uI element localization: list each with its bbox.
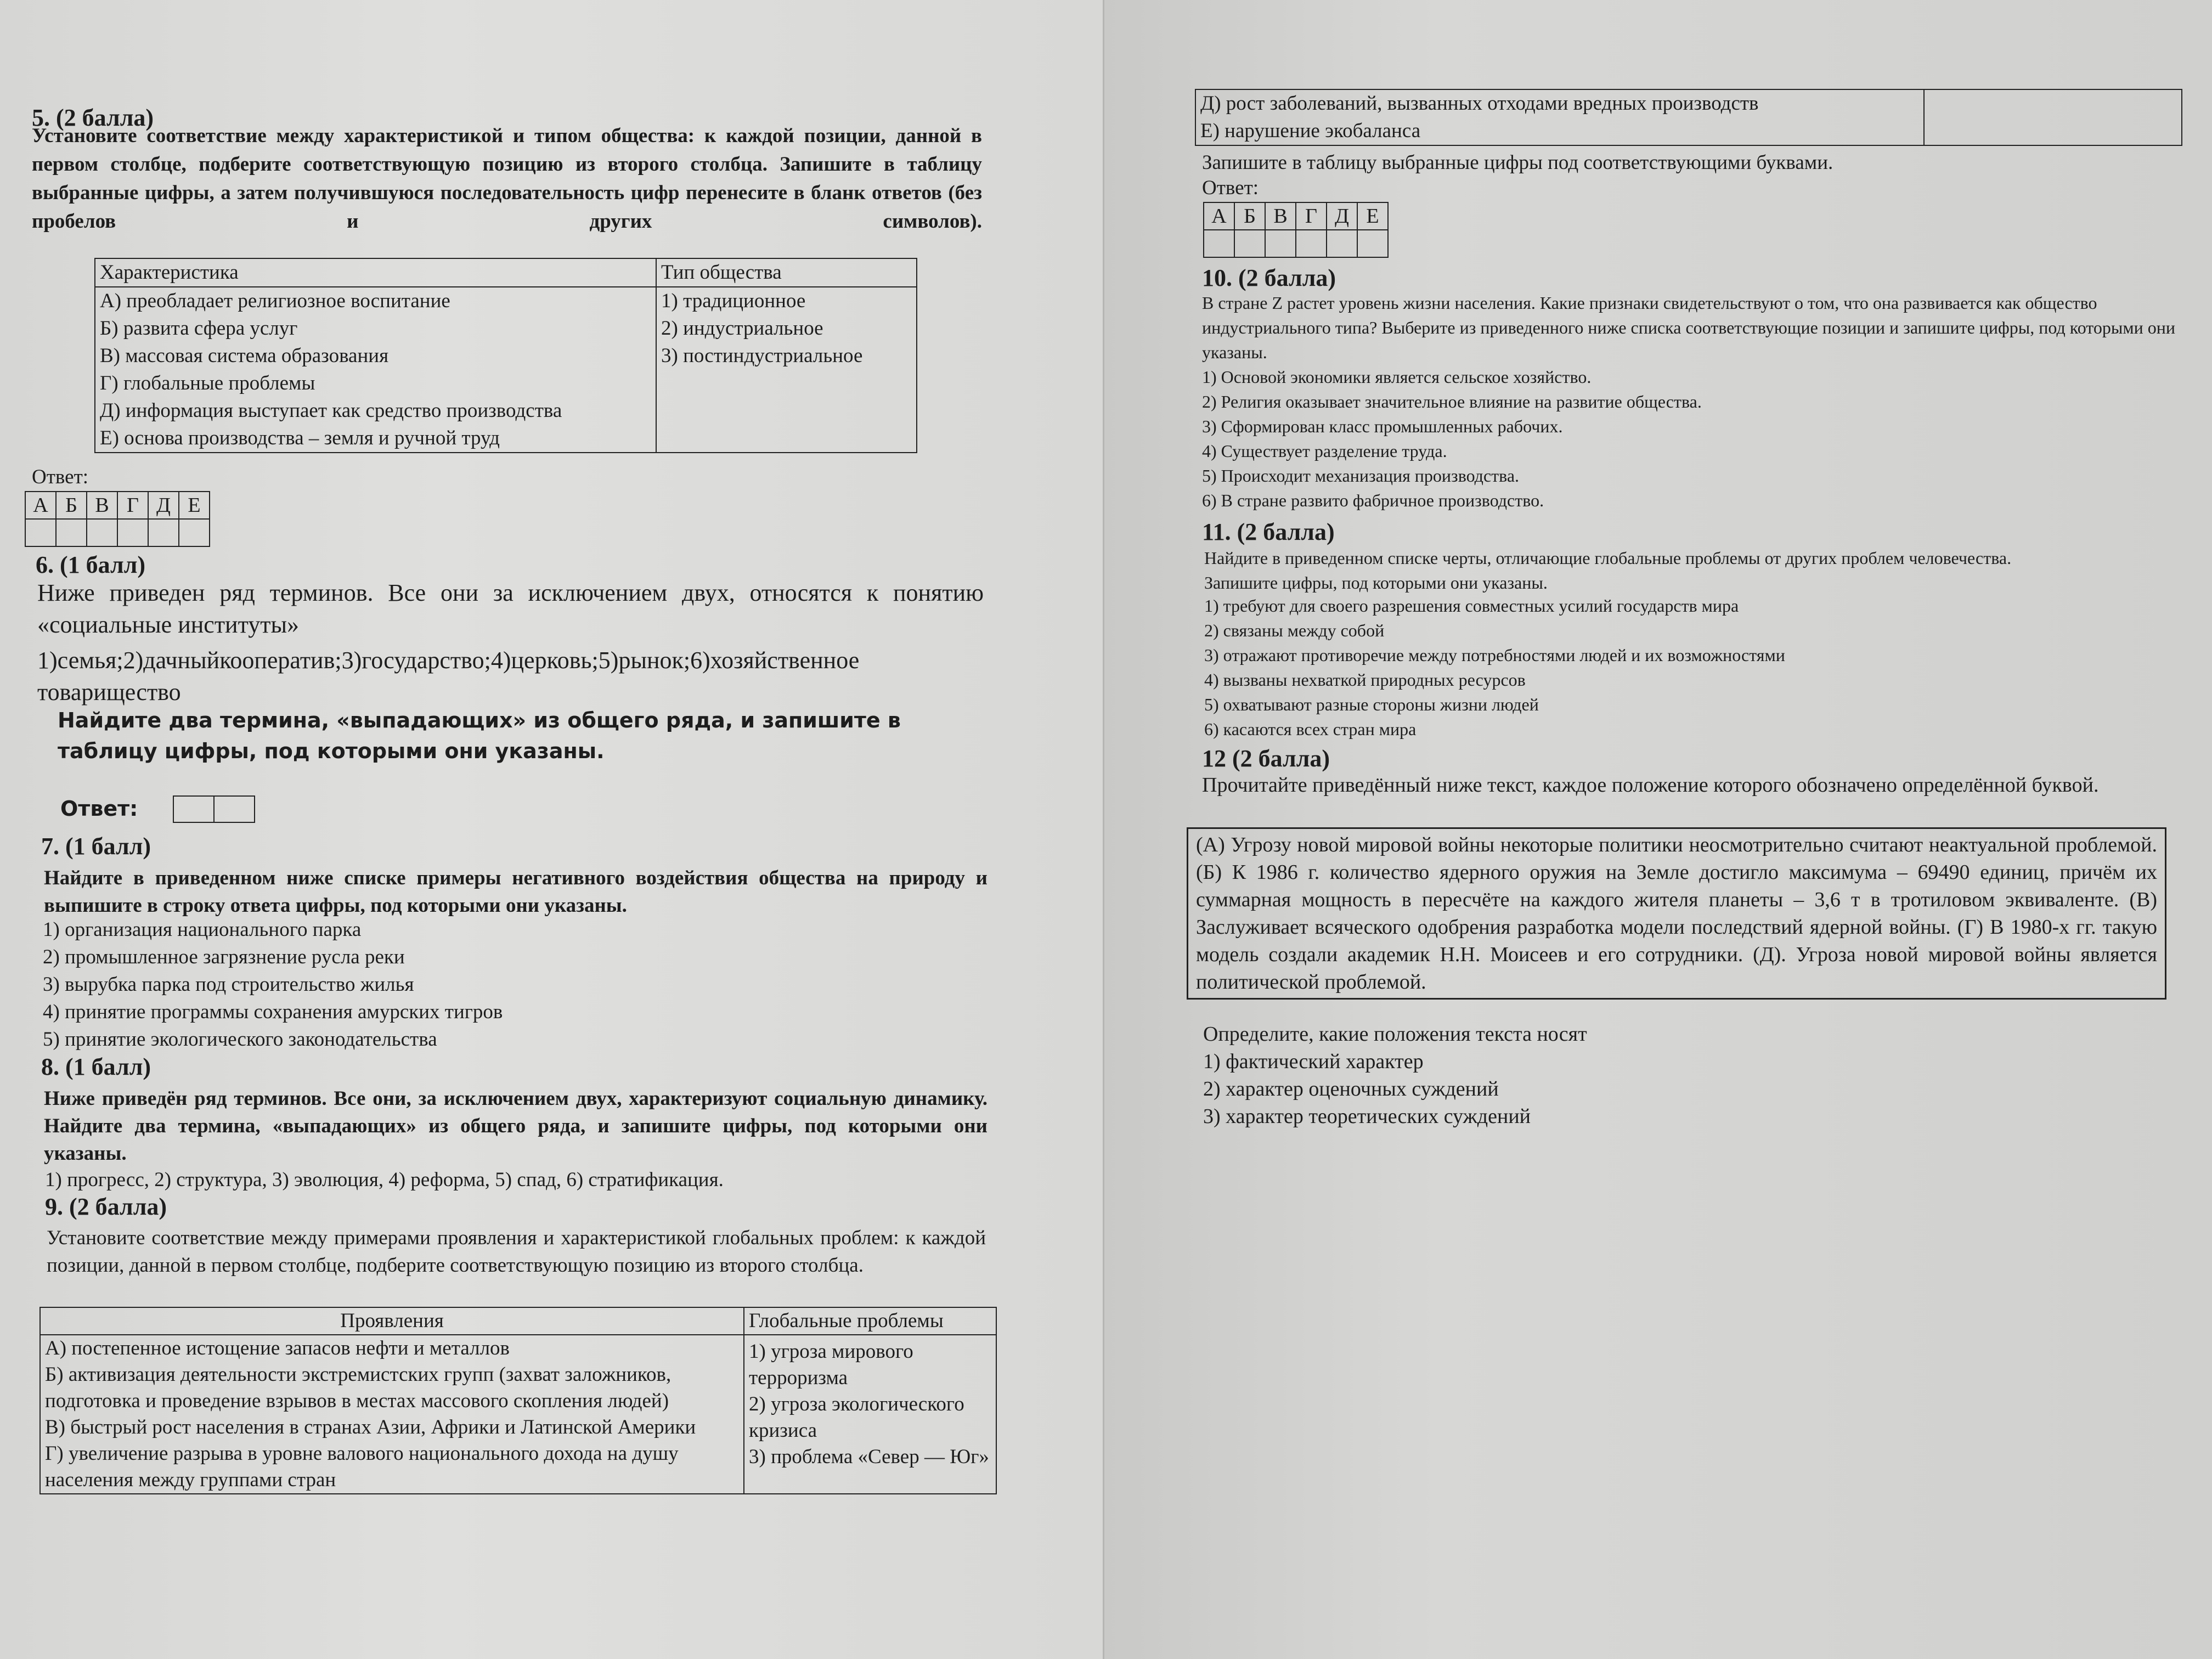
q6-instruction: Найдите два термина, «выпадающих» из общего ряда, и запишите в таблицу цифры, под которыми они указаны. bbox=[58, 708, 901, 763]
q9-answer-cell[interactable] bbox=[1234, 230, 1265, 257]
q5-item: Д) информация выступает как средство производства bbox=[100, 399, 562, 422]
q9-table bbox=[40, 1307, 997, 1494]
q5-answer-cell[interactable] bbox=[56, 519, 87, 546]
q9-col2-header: Глобальные проблемы bbox=[744, 1307, 996, 1335]
q9-answer-cell[interactable] bbox=[1296, 230, 1327, 257]
q9-item: Б) активизация деятельности экстремистских групп (захват заложников, подготовка и проведение взрывов в местах массового скопления людей) bbox=[45, 1363, 672, 1412]
q10-item: 3) Сформирован класс промышленных рабочих. bbox=[1202, 416, 1563, 436]
q11-title: 11. (2 балла) bbox=[1202, 518, 1335, 545]
q5-item: Е) основа производства – земля и ручной труд bbox=[100, 427, 500, 449]
q5-answer-letter: Е bbox=[179, 492, 210, 519]
q9-table-continued bbox=[1195, 89, 2182, 146]
q9-instruction: Установите соответствие между примерами проявления и характеристикой глобальных проблем: к каждой позиции, данной в первом столбце, подберите соответствующую позицию из второго столбца. bbox=[47, 1227, 986, 1277]
q10-list bbox=[1202, 365, 1702, 513]
q9-answer-cell[interactable] bbox=[1265, 230, 1296, 257]
q12-options bbox=[1203, 1048, 1531, 1130]
right-page bbox=[1103, 0, 2212, 1659]
q10-item: 6) В стране развито фабричное производство. bbox=[1202, 490, 1544, 510]
q12-instruction: Прочитайте приведённый ниже текст, каждое положение которого обозначено определённой буквой. bbox=[1202, 774, 2099, 797]
q9-problem: 1) угроза мирового терроризма bbox=[749, 1340, 913, 1389]
q7-title: 7. (1 балл) bbox=[41, 833, 151, 860]
q9-item: А) постепенное истощение запасов нефти и металлов bbox=[45, 1337, 510, 1359]
q8-terms: 1) прогресс, 2) структура, 3) эволюция, 4) реформа, 5) спад, 6) стратификация. bbox=[45, 1169, 724, 1191]
q10-instruction: В стране Z растет уровень жизни населения. Какие признаки свидетельствуют о том, что она развивается как общество индустриального типа? Выберите из приведенного ниже списка соответствующие позиции и запишите цифры, под которыми они указаны. bbox=[1202, 293, 2175, 362]
q5-answer-letter: Д bbox=[148, 492, 179, 519]
q9-col1-header: Проявления bbox=[40, 1307, 744, 1335]
q9-answer-letter: В bbox=[1265, 202, 1296, 230]
q9-answer-letter: А bbox=[1204, 202, 1234, 230]
q12-question: Определите, какие положения текста носят bbox=[1203, 1023, 1587, 1046]
q9-item: Г) увеличение разрыва в уровне валового национального дохода на душу населения между группами стран bbox=[45, 1442, 679, 1491]
q5-answer-cell[interactable] bbox=[25, 519, 56, 546]
q7-list bbox=[43, 916, 503, 1053]
q11-item: 4) вызваны нехваткой природных ресурсов bbox=[1204, 670, 1526, 690]
q10-item: 5) Происходит механизация производства. bbox=[1202, 466, 1520, 486]
q5-answer-cell[interactable] bbox=[179, 519, 210, 546]
q9-answer-table bbox=[1203, 202, 1389, 258]
q6-line1: Ниже приведен ряд терминов. Все они за исключением двух, относятся к понятию «социальные институты» bbox=[37, 579, 984, 638]
q5-answer-letter: Б bbox=[56, 492, 87, 519]
q12-option: 3) характер теоретических суждений bbox=[1203, 1105, 1531, 1128]
q9-answer-letter: Д bbox=[1327, 202, 1357, 230]
q9-title: 9. (2 балла) bbox=[45, 1193, 167, 1220]
q5-answer-letter: В bbox=[87, 492, 117, 519]
q5-answer-cell[interactable] bbox=[148, 519, 179, 546]
q9-problem: 2) угроза экологического кризиса bbox=[749, 1393, 964, 1442]
q12-option: 1) фактический характер bbox=[1203, 1050, 1424, 1073]
q7-item: 2) промышленное загрязнение русла реки bbox=[43, 946, 405, 968]
q5-table bbox=[94, 258, 917, 453]
q10-title: 10. (2 балла) bbox=[1202, 264, 1336, 291]
q10-item: 1) Основой экономики является сельское хозяйство. bbox=[1202, 367, 1592, 387]
q5-type: 2) индустриальное bbox=[661, 317, 823, 340]
q6-answer-cell[interactable] bbox=[173, 796, 214, 822]
q9-write-instruction: Запишите в таблицу выбранные цифры под соответствующими буквами. bbox=[1202, 151, 1833, 174]
q8-instruction: Ниже приведён ряд терминов. Все они, за исключением двух, характеризуют социальную динамику. Найдите два термина, «выпадающих» из общего ряда, и запишите цифры, под которыми они указаны. bbox=[44, 1087, 988, 1165]
q6-title: 6. (1 балл) bbox=[36, 551, 146, 578]
q5-item: В) массовая система образования bbox=[100, 345, 389, 367]
q5-item: Б) развита сфера услуг bbox=[100, 317, 298, 340]
q7-item: 3) вырубка парка под строительство жилья bbox=[43, 973, 414, 996]
q9-answer-letter: Б bbox=[1234, 202, 1265, 230]
q5-col1-header: Характеристика bbox=[95, 258, 656, 287]
q7-item: 5) принятие экологического законодательства bbox=[43, 1028, 437, 1051]
q12-title: 12 (2 балла) bbox=[1202, 745, 1330, 772]
q9-answer-cell[interactable] bbox=[1327, 230, 1357, 257]
q11-item: 2) связаны между собой bbox=[1204, 620, 1385, 640]
left-page bbox=[0, 0, 1103, 1659]
q7-item: 4) принятие программы сохранения амурских тигров bbox=[43, 1001, 503, 1023]
q5-answer-label: Ответ: bbox=[32, 466, 89, 488]
q6-terms: 1)семья;2)дачныйкооператив;3)государство;4)церковь;5)рынок;6)хозяйственное товарищество bbox=[37, 647, 860, 706]
q11-item: 5) охватывают разные стороны жизни людей bbox=[1204, 695, 1539, 714]
q9-item: В) быстрый рост населения в странах Азии, Африки и Латинской Америки bbox=[45, 1416, 696, 1438]
q11-list bbox=[1204, 594, 1785, 742]
q12-option: 2) характер оценочных суждений bbox=[1203, 1077, 1499, 1101]
q5-answer-letter: А bbox=[25, 492, 56, 519]
q5-answer-cell[interactable] bbox=[117, 519, 148, 546]
q9-problem: 3) проблема «Север — Юг» bbox=[749, 1446, 989, 1468]
q5-answer-letter: Г bbox=[117, 492, 148, 519]
q11-item: 1) требуют для своего разрешения совместных усилий государств мира bbox=[1204, 596, 1739, 616]
q12-text-box: (А) Угрозу новой мировой войны некоторые политики неосмотрительно считают неактуальной проблемой. (Б) К 1986 г. количество ядерного оружия на Земле достигло максимума – 69490 единиц, причём их суммарная мощность в пересчёте на каждого жителя планеты – 3,6 т в тротиловом эквиваленте. (В) Заслуживает всяческого одобрения разработка модели последствий ядерной войны. (Г) В 1980-х гг. такую модель создали академик Н.Н. Моисеев и его сотрудники. (Д). Угроза новой мировой войны является политической проблемой. bbox=[1187, 827, 2166, 1000]
q11-item: 6) касаются всех стран мира bbox=[1204, 719, 1417, 739]
q5-title: 5. (2 балла) bbox=[32, 104, 154, 131]
q9-answer-letter: Г bbox=[1296, 202, 1327, 230]
q8-title: 8. (1 балл) bbox=[41, 1053, 151, 1080]
q5-col2-header: Тип общества bbox=[656, 258, 917, 287]
q5-type: 1) традиционное bbox=[661, 290, 806, 312]
q10-item: 4) Существует разделение труда. bbox=[1202, 441, 1447, 461]
q10-item: 2) Религия оказывает значительное влияние на развитие общества. bbox=[1202, 392, 1702, 411]
q5-item: Г) глобальные проблемы bbox=[100, 372, 315, 394]
q9-answer-letter: Е bbox=[1357, 202, 1388, 230]
q7-instruction: Найдите в приведенном ниже списке примеры негативного воздействия общества на природу и выпишите в строку ответа цифры, под которыми они указаны. bbox=[44, 867, 988, 917]
q9-answer-label: Ответ: bbox=[1202, 177, 1259, 199]
q5-answer-cell[interactable] bbox=[87, 519, 117, 546]
q9-cont-item: Д) рост заболеваний, вызванных отходами вредных производств bbox=[1200, 92, 1759, 115]
q9-cont-item: Е) нарушение экобаланса bbox=[1200, 120, 1421, 142]
q5-type: 3) постиндустриальное bbox=[661, 345, 863, 367]
q9-answer-cell[interactable] bbox=[1204, 230, 1234, 257]
q11-instruction: Найдите в приведенном списке черты, отличающие глобальные проблемы от других проблем человечества. Запишите цифры, под которыми они указаны. bbox=[1204, 548, 2012, 592]
q11-item: 3) отражают противоречие между потребностями людей и их возможностями bbox=[1204, 645, 1785, 665]
q5-answer-table bbox=[25, 491, 210, 547]
q7-item: 1) организация национального парка bbox=[43, 918, 362, 941]
q5-instruction: Установите соответствие между характеристикой и типом общества: к каждой позиции, данной в первом столбце, подберите соответствующую позицию из второго столбца. Запишите в таблицу выбранные цифры, а затем получившуюся последовательность цифр перенесите в бланк ответов (без пробелов и других символов). bbox=[32, 125, 982, 233]
q6-answer-table bbox=[173, 795, 255, 823]
q6-answer-label: Ответ: bbox=[60, 797, 138, 821]
q6-answer-cell[interactable] bbox=[214, 796, 255, 822]
q9-answer-cell[interactable] bbox=[1357, 230, 1388, 257]
q5-item: А) преобладает религиозное воспитание bbox=[100, 290, 450, 312]
